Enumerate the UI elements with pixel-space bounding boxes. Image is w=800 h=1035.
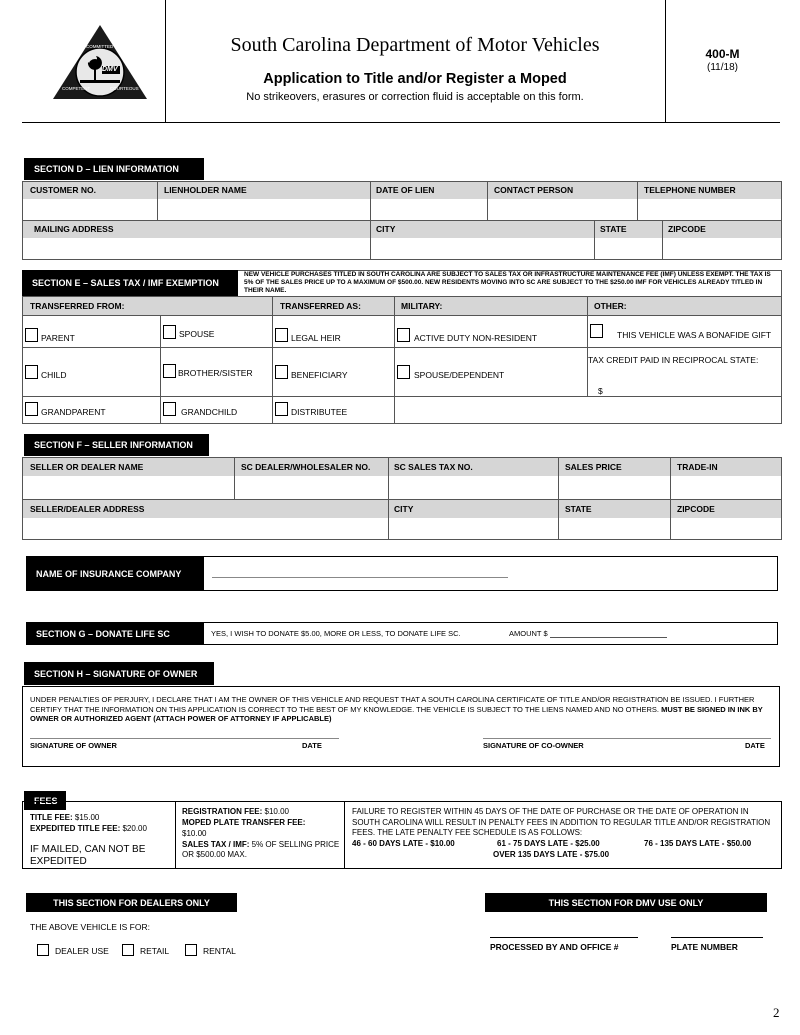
section-f-header [24, 434, 209, 456]
beneficiary-label: BENEFICIARY [291, 370, 348, 380]
section-d-header [24, 158, 204, 180]
seller-zip-input[interactable] [670, 518, 781, 539]
sig-owner-label: SIGNATURE OF OWNER [30, 741, 117, 750]
legal-heir-label: LEGAL HEIR [291, 333, 341, 343]
grandchild-checkbox[interactable] [163, 402, 176, 416]
brother-sister-label: BROTHER/SISTER [178, 368, 253, 378]
child-label: CHILD [41, 370, 67, 380]
title-fee-label: TITLE FEE: [30, 813, 73, 822]
hdr-telephone: TELEPHONE NUMBER [644, 185, 736, 195]
title-fee-value: $15.00 [74, 813, 100, 822]
bonafide-gift-label: THIS VEHICLE WAS A BONAFIDE GIFT [617, 330, 772, 340]
processed-by-label: PROCESSED BY AND OFFICE # [490, 942, 619, 952]
child-checkbox[interactable] [25, 365, 38, 379]
late-fee-1: 46 - 60 DAYS LATE - $10.00 [352, 839, 455, 848]
dmv-use-header [485, 893, 767, 912]
logo-right-text: COURTEOUS [110, 86, 139, 91]
form-subtitle: No strikeovers, erasures or correction fluid is acceptable on this form. [246, 91, 584, 103]
expedited-fee-value: $20.00 [122, 824, 147, 833]
grandparent-checkbox[interactable] [25, 402, 38, 416]
hdr-sales-price: SALES PRICE [565, 462, 622, 472]
distributee-label: DISTRIBUTEE [291, 407, 348, 417]
hdr-seller-state: STATE [565, 504, 592, 514]
section-d-title: SECTION D – LIEN INFORMATION [34, 164, 179, 174]
section-h-header [24, 662, 214, 685]
beneficiary-checkbox[interactable] [275, 365, 288, 379]
logo-left-text: COMPETENT [62, 86, 91, 91]
hdr-seller-address: SELLER/DEALER ADDRESS [30, 504, 145, 514]
hdr-trade-in: TRADE-IN [677, 462, 718, 472]
seller-address-input[interactable] [23, 518, 388, 539]
retail-label: RETAIL [140, 946, 170, 956]
expedited-fee [30, 824, 147, 833]
donate-amount-label: AMOUNT $ [509, 629, 548, 638]
insurance-company-input[interactable] [212, 577, 508, 578]
brother-sister-checkbox[interactable] [163, 364, 176, 378]
dmv-logo [50, 22, 150, 102]
dmv-use-title: THIS SECTION FOR DMV USE ONLY [548, 897, 704, 908]
date-of-lien-input[interactable] [370, 199, 487, 220]
sig-owner-date-label: DATE [302, 741, 322, 750]
hdr-mailing-address: MAILING ADDRESS [34, 224, 114, 234]
spouse-label: SPOUSE [179, 329, 215, 339]
hdr-other: OTHER: [594, 301, 627, 311]
dealers-title: THIS SECTION FOR DEALERS ONLY [53, 897, 210, 908]
lienholder-name-input[interactable] [157, 199, 370, 220]
active-duty-checkbox[interactable] [397, 328, 410, 342]
section-g-header [26, 622, 204, 645]
customer-no-input[interactable] [23, 199, 157, 220]
dealer-use-label: DEALER USE [55, 946, 109, 956]
telephone-input[interactable] [637, 199, 781, 220]
above-vehicle-label: THE ABOVE VEHICLE IS FOR: [30, 922, 150, 932]
seller-name-input[interactable] [23, 476, 234, 499]
logo-top-text: COMMITTED [86, 44, 114, 49]
hdr-contact-person: CONTACT PERSON [494, 185, 574, 195]
hdr-date-of-lien: DATE OF LIEN [376, 185, 435, 195]
hdr-seller-city: CITY [394, 504, 414, 514]
perjury-text: UNDER PENALTIES OF PERJURY, I DECLARE THAT I AM THE OWNER OF THIS VEHICLE AND REQUEST THAT A SOUTH CAROLINA CERTIFICATE OF TITLE AND/OR REGISTRATION BE ISSUED. I FURTHER CERTIFY THAT THE INFORMATION ON THIS APPLICATION IS CORRECT TO THE BEST OF MY KNOWLEDGE. THE VEHICLE IS SUBJECT TO THE LIENS NAMED AND NO OTHERS. [30, 695, 755, 714]
bonafide-gift-checkbox[interactable] [590, 324, 603, 338]
hdr-seller-name: SELLER OR DEALER NAME [30, 462, 144, 472]
sig-coowner-label: SIGNATURE OF CO-OWNER [483, 741, 584, 750]
donate-text: YES, I WISH TO DONATE $5.00, MORE OR LESS, TO DONATE LIFE SC. [211, 629, 461, 638]
hdr-lien-zip: ZIPCODE [668, 224, 706, 234]
page-number: 2 [773, 1005, 780, 1020]
perjury-statement [30, 695, 772, 724]
moped-plate-value: $10.00 [182, 829, 207, 838]
rental-checkbox[interactable] [185, 944, 197, 956]
hdr-transferred-from: TRANSFERRED FROM: [30, 301, 125, 311]
grandchild-label: GRANDCHILD [181, 407, 238, 417]
moped-plate-label: MOPED PLATE TRANSFER FEE: [182, 818, 306, 827]
hdr-dealer-no: SC DEALER/WHOLESALER NO. [241, 462, 371, 472]
processed-by-line[interactable] [490, 937, 638, 938]
mailing-address-input[interactable] [23, 238, 370, 259]
section-f-title: SECTION F – SELLER INFORMATION [34, 440, 193, 450]
grandparent-label: GRANDPARENT [41, 407, 106, 417]
rental-label: RENTAL [203, 946, 236, 956]
active-duty-label: ACTIVE DUTY NON-RESIDENT [414, 333, 538, 343]
hdr-lien-city: CITY [376, 224, 396, 234]
retail-checkbox[interactable] [122, 944, 134, 956]
spouse-checkbox[interactable] [163, 325, 176, 339]
plate-number-label: PLATE NUMBER [671, 942, 738, 952]
dealers-header [26, 893, 237, 912]
tax-credit-label: TAX CREDIT PAID IN RECIPROCAL STATE: [588, 355, 759, 365]
sales-tax-fee-label: SALES TAX / IMF: [182, 840, 250, 849]
insurance-title: NAME OF INSURANCE COMPANY [36, 568, 182, 579]
section-e-title: SECTION E – SALES TAX / IMF EXEMPTION [32, 278, 219, 288]
hdr-customer-no: CUSTOMER NO. [30, 185, 96, 195]
lien-city-input[interactable] [370, 238, 594, 259]
form-date: (11/18) [707, 62, 738, 73]
coowner-signature-line[interactable] [483, 738, 771, 739]
mailed-note: IF MAILED, CAN NOT BE EXPEDITED [30, 844, 146, 867]
penalty-text: FAILURE TO REGISTER WITHIN 45 DAYS OF THE DATE OF PURCHASE OR THE DATE OF OPERATION IN SOUTH CAROLINA WILL RESULT IN PENALTY FEES IN ADDITION TO REGULAR TITLE AND/OR REGISTRATION FEES. THE LATE PENALTY FEE SCHEDULE IS AS FOLLOWS: [352, 807, 771, 837]
hdr-transferred-as: TRANSFERRED AS: [280, 301, 361, 311]
hdr-military: MILITARY: [401, 301, 443, 311]
section-e-note: NEW VEHICLE PURCHASES TITLED IN SOUTH CAROLINA ARE SUBJECT TO SALES TAX OR INFRASTRUCTURE MAINTENANCE FEE (IMF) UNLESS EXEMPT. THE TAX IS 5% OF THE SALES PRICE UP TO A MAXIMUM OF $500.00. NEW RESIDENTS MOVING INTO SC ARE SUBJECT TO THE $250.00 IMF FOR VEHICLES ALREADY TITLED IN THEIR NAME. [244, 271, 771, 294]
logo-brand: DMV [102, 66, 118, 73]
spouse-dependent-checkbox[interactable] [397, 365, 410, 379]
late-fee-4: OVER 135 DAYS LATE - $75.00 [493, 850, 610, 859]
lien-zip-input[interactable] [662, 238, 781, 259]
late-fee-3: 76 - 135 DAYS LATE - $50.00 [644, 839, 752, 848]
late-fee-2: 61 - 75 DAYS LATE - $25.00 [497, 839, 600, 848]
sales-tax-no-input[interactable] [388, 476, 558, 499]
contact-person-input[interactable] [487, 199, 637, 220]
hdr-seller-zip: ZIPCODE [677, 504, 715, 514]
hdr-lien-state: STATE [600, 224, 627, 234]
section-h-title: SECTION H – SIGNATURE OF OWNER [34, 668, 198, 679]
reg-fee-value: $10.00 [264, 807, 289, 816]
title-fee [30, 813, 99, 822]
tax-credit-dollar: $ [598, 386, 603, 396]
parent-checkbox[interactable] [25, 328, 38, 342]
sales-price-input[interactable] [558, 476, 670, 499]
reg-fee-label: REGISTRATION FEE: [182, 807, 263, 816]
fees-title: FEES [34, 795, 58, 806]
plate-number-line[interactable] [671, 937, 763, 938]
spouse-dependent-label: SPOUSE/DEPENDENT [414, 370, 505, 380]
form-title: Application to Title and/or Register a Moped [263, 71, 567, 87]
seller-city-input[interactable] [388, 518, 558, 539]
section-g-title: SECTION G – DONATE LIFE SC [36, 628, 170, 639]
dealer-use-checkbox[interactable] [37, 944, 49, 956]
hdr-sales-tax-no: SC SALES TAX NO. [394, 462, 473, 472]
form-number: 400-M [705, 47, 740, 61]
section-e-header [22, 270, 238, 296]
legal-heir-checkbox[interactable] [275, 328, 288, 342]
perjury-text-bold: MUST BE SIGNED IN INK BY OWNER OR AUTHORIZED AGENT (ATTACH POWER OF ATTORNEY IF APPLICABLE) [30, 704, 763, 723]
sig-coowner-date-label: DATE [745, 741, 765, 750]
owner-signature-line[interactable] [30, 738, 339, 739]
trade-in-input[interactable] [670, 476, 781, 499]
donate-amount-input[interactable] [550, 637, 667, 638]
lien-state-input[interactable] [594, 238, 662, 259]
sales-tax-fee-value: 5% OF SELLING PRICE OR $500.00 MAX. [182, 840, 340, 859]
insurance-header [26, 556, 204, 591]
seller-state-input[interactable] [558, 518, 670, 539]
dealer-no-input[interactable] [234, 476, 388, 499]
hdr-lienholder-name: LIENHOLDER NAME [164, 185, 247, 195]
sales-tax-fee [182, 840, 340, 860]
expedited-fee-label: EXPEDITED TITLE FEE: [30, 824, 121, 833]
distributee-checkbox[interactable] [275, 402, 288, 416]
parent-label: PARENT [41, 333, 75, 343]
reg-fee [182, 807, 289, 816]
dept-title: South Carolina Department of Motor Vehicles [230, 34, 600, 56]
